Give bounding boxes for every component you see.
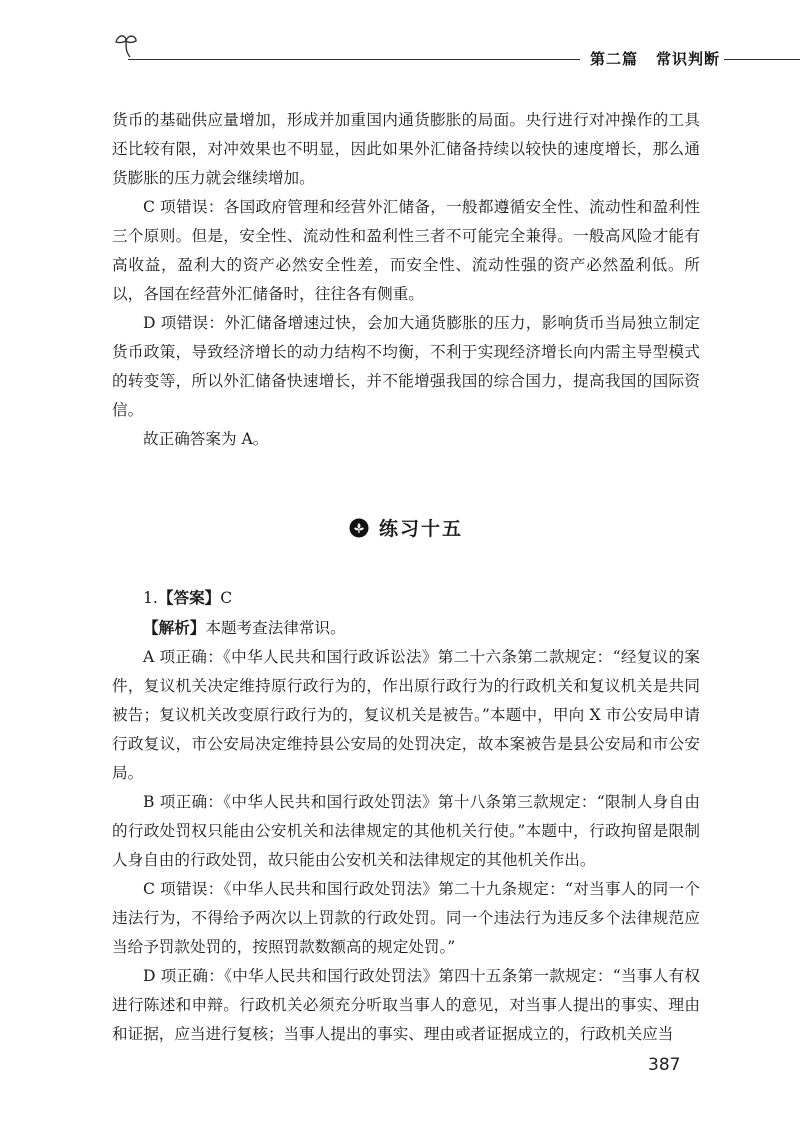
analysis-text: 本题考查法律常识。 (205, 619, 346, 637)
question-number: 1. (143, 589, 158, 607)
header-rule-right (724, 59, 800, 60)
paragraph-option-d-law: D 项正确：《中华人民共和国行政处罚法》第四十五条第一款规定：“当事人有权进行陈述和申辩。行政机关必须充分听取当事人的意见，对当事人提出的事实、理由和证据，应当进行复核；当事人提出的事实、理由或者证据成立的，行政机关应当 (112, 967, 700, 1043)
answer-label: 【答案】 (157, 588, 221, 607)
analysis-line (112, 613, 700, 643)
paragraph-option-c: C 项错误：各国政府管理和经营外汇储备，一般都遵循安全性、流动性和盈利性三个原则。但是，安全性、流动性和盈利性三者不可能完全兼得。一般高风险才能有高收益，盈利大的资产必然安全性差，而安全性、流动性强的资产必然盈利低。所以，各国在经营外汇储备时，往往各有侧重。 (112, 198, 700, 303)
header-rule-left (128, 59, 580, 60)
paragraph-conclusion: 故正确答案为 A。 (143, 430, 269, 448)
section-heading (112, 514, 700, 541)
page-number: 387 (648, 1055, 681, 1075)
paragraph-option-b: B 项正确：《中华人民共和国行政处罚法》第十八条第三款规定：“限制人身自由的行政处罚权只能由公安机关和法律规定的其他机关行使。”本题中，行政拘留是限制人身自由的行政处罚，故只能由公安机关和法律规定的其他机关作出。 (112, 793, 700, 869)
header-part: 第二篇 (590, 50, 639, 68)
section-title: 练习十五 (378, 518, 463, 540)
page-body (112, 106, 700, 1049)
answer-value: C (220, 589, 233, 607)
header-title (590, 48, 720, 69)
paragraph-continued: 货币的基础供应量增加，形成并加重国内通货膨胀的局面。央行进行对冲操作的工具还比较有限，对冲效果也不明显，因此如果外汇储备持续以较快的速度增长，那么通货膨胀的压力就会继续增加。 (112, 111, 700, 187)
flower-circle-icon (349, 518, 369, 538)
sprout-leaf-icon (112, 32, 142, 58)
paragraph-option-a: A 项正确：《中华人民共和国行政诉讼法》第二十六条第二款规定：“经复议的案件，复议机关决定维持原行政行为的，作出原行政行为的行政机关和复议机关是共同被告；复议机关改变原行政行为的，复议机关是被告。”本题中，甲向 X 市公安局申请行政复议，市公安局决定维持县公安局的处罚决定，故本案被告是县公安局和市公安局。 (112, 648, 700, 782)
paragraph-option-d: D 项错误：外汇储备增速过快，会加大通货膨胀的压力，影响货币当局独立制定货币政策，导致经济增长的动力结构不均衡，不利于实现经济增长向内需主导型模式的转变等，所以外汇储备快速增长，并不能增强我国的综合国力，提高我国的国际资信。 (112, 314, 700, 419)
analysis-label: 【解析】 (143, 618, 206, 637)
question-answer-line (112, 583, 700, 613)
header-section-title: 常识判断 (656, 50, 721, 68)
page-header (112, 28, 800, 88)
paragraph-option-c-law: C 项错误：《中华人民共和国行政处罚法》第二十九条规定：“对当事人的同一个违法行为，不得给予两次以上罚款的行政处罚。同一个违法行为违反多个法律规范应当给予罚款处罚的，按照罚款数额高的规定处罚。” (112, 880, 700, 956)
